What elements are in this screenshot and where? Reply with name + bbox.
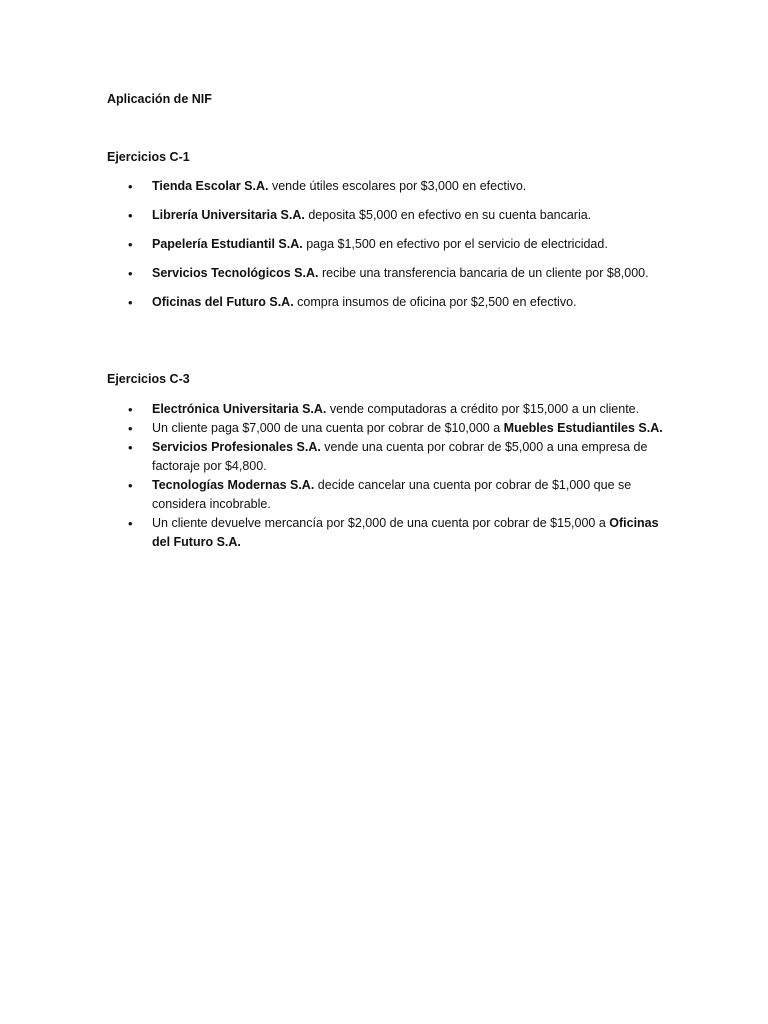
- exercise-list-c1: [0, 177, 768, 322]
- bullet-icon: •: [128, 516, 133, 531]
- list-item: [0, 264, 664, 283]
- bullet-icon: •: [128, 478, 133, 493]
- list-item: [0, 419, 664, 438]
- list-item-text: Librería Universitaria S.A. deposita $5,000 en efectivo en su cuenta bancaria.: [152, 208, 592, 222]
- list-item-text: Papelería Estudiantil S.A. paga $1,500 en efectivo por el servicio de electricidad.: [152, 237, 608, 251]
- section-heading-c1: Ejercicios C-1: [107, 150, 190, 164]
- list-item-text: Servicios Profesionales S.A. vende una cuenta por cobrar de $5,000 a una empresa de factoraje por $4,800.: [152, 440, 648, 473]
- bullet-icon: •: [128, 237, 133, 252]
- list-item: [0, 400, 664, 419]
- bullet-icon: •: [128, 295, 133, 310]
- list-item: [0, 514, 664, 552]
- list-item: [0, 177, 664, 196]
- exercise-list-c3: [0, 400, 768, 552]
- list-item: [0, 206, 664, 225]
- section-heading-c3: Ejercicios C-3: [107, 372, 190, 386]
- document-title: Aplicación de NIF: [107, 92, 212, 106]
- bullet-icon: •: [128, 440, 133, 455]
- list-item-text: Un cliente paga $7,000 de una cuenta por cobrar de $10,000 a Muebles Estudiantiles S.A.: [152, 421, 663, 435]
- list-item: [0, 293, 664, 312]
- bullet-icon: •: [128, 266, 133, 281]
- list-item-text: Electrónica Universitaria S.A. vende computadoras a crédito por $15,000 a un cliente.: [152, 402, 640, 416]
- list-item-text: Oficinas del Futuro S.A. compra insumos de oficina por $2,500 en efectivo.: [152, 295, 577, 309]
- bullet-icon: •: [128, 402, 133, 417]
- list-item-text: Servicios Tecnológicos S.A. recibe una transferencia bancaria de un cliente por $8,000.: [152, 266, 649, 280]
- bullet-icon: •: [128, 208, 133, 223]
- list-item: [0, 476, 664, 514]
- list-item: [0, 438, 664, 476]
- list-item-text: Tecnologías Modernas S.A. decide cancelar una cuenta por cobrar de $1,000 que se considera incobrable.: [152, 478, 632, 511]
- bullet-icon: •: [128, 179, 133, 194]
- bullet-icon: •: [128, 421, 133, 436]
- list-item-text: Un cliente devuelve mercancía por $2,000 de una cuenta por cobrar de $15,000 a Oficinas del Futuro S.A.: [152, 516, 659, 549]
- list-item-text: Tienda Escolar S.A. vende útiles escolares por $3,000 en efectivo.: [152, 179, 527, 193]
- list-item: [0, 235, 664, 254]
